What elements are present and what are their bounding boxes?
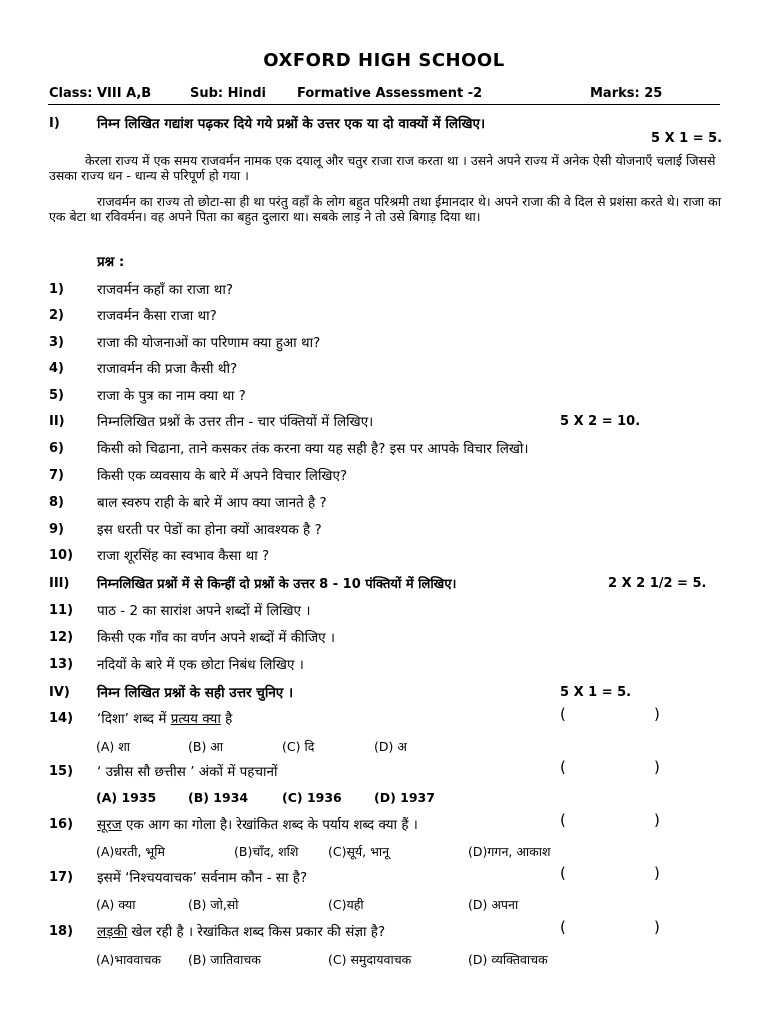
answer-bracket-open: ( [560,918,566,936]
question-text: इसमें ‘निश्चयवाचक’ सर्वनाम कौन - सा है? [97,870,308,886]
question-text-part: खेल रही है । रेखांकित शब्द किस प्रकार की संज्ञा है? [127,924,386,940]
question-text [97,709,232,727]
underlined-word: सूरज [97,817,122,833]
option: (C) 1936 [282,790,342,805]
question-number: 10) [49,548,74,563]
option: (A) 1935 [96,790,157,805]
question-number: 17) [49,870,74,885]
answer-bracket-open: ( [560,811,566,829]
passage-paragraph: राजवर्मन का राज्य तो छोटा-सा ही था परंतु वहाँ के लोग बहुत परिश्रमी तथा ईमानदार थे। अपने राजा की वे दिल से प्रशंसा करते थे। राजा का एक बेटा था रविवर्मन। वह अपने पिता का बहुत दुलारा था। सबके लाड़ ने तो उसे बिगाड़ दिया था। [49,194,721,224]
section-instruction: निम्न लिखित गद्यांश पढ़कर दिये गये प्रश्नों के उत्तर एक या दो वाक्यों में लिखिए। [97,116,486,132]
option: (D) 1937 [374,790,435,805]
question-number: 3) [49,335,64,350]
question-text: नदियों के बारे में एक छोटा निबंध लिखिए । [97,657,304,673]
question-number: 14) [49,711,74,726]
question-text: राजा के पुत्र का नाम क्या था ? [97,388,246,404]
section-marks: 5 X 2 = 10. [560,414,641,429]
question-text-part: एक आग का गोला है। रेखांकित शब्द के पर्याय शब्द क्या हैं । [121,817,418,833]
option: (C)यही [328,897,364,912]
option: (D) अ [374,739,407,754]
section-number: III) [49,576,70,591]
answer-bracket-close: ) [654,811,660,829]
question-number: 8) [49,495,64,510]
school-title: OXFORD HIGH SCHOOL [263,50,505,71]
assessment-label: Formative Assessment -2 [297,86,483,101]
question-number: 5) [49,388,64,403]
option: (B) जो,सो [188,897,239,912]
marks-label: Marks: 25 [590,86,663,101]
option: (D)गगन, आकाश [468,844,551,859]
section-marks: 5 X 1 = 5. [651,131,723,146]
question-text [97,815,418,833]
option: (B)चाँद, शशि [234,844,299,859]
option: (A)भाववाचक [96,952,162,967]
prashn-heading: प्रश्न : [97,254,125,270]
section-number: IV) [49,685,70,700]
question-number: 11) [49,603,74,618]
underlined-word: प्रत्यय क्या [170,711,221,727]
question-text: किसी को चिढाना, ताने कसकर तंक करना क्या यह सही है? इस पर आपके विचार लिखो। [97,441,529,457]
option: (B) 1934 [188,790,249,805]
question-text: ‘ उन्नीस सौ छत्तीस ’ अंकों में पहचानों [97,764,278,780]
option: (A) शा [96,739,131,754]
question-number: 13) [49,657,74,672]
option: (D) व्यक्तिवाचक [468,952,548,967]
class-label: Class: VIII A,B [49,86,152,101]
option: (A)धरती, भूमि [96,844,165,859]
option: (B) आ [188,739,224,754]
question-number: 6) [49,441,64,456]
option: (D) अपना [468,897,519,912]
question-text: राजवर्मन कहाँ का राजा था? [97,282,233,298]
option: (C) समुदायवाचक [328,952,412,967]
option: (B) जातिवाचक [188,952,261,967]
answer-bracket-close: ) [654,864,660,882]
section-marks: 5 X 1 = 5. [560,685,632,700]
question-text: राजा की योजनाओं का परिणाम क्या हुआ था? [97,335,321,351]
question-text-part: ‘दिशा’ शब्द में [97,711,171,727]
section-instruction: निम्नलिखित प्रश्नों में से किन्हीं दो प्रश्नों के उत्तर 8 - 10 पंक्तियों में लिखिए। [97,577,457,592]
option: (A) क्या [96,897,136,912]
header-divider [48,104,720,105]
question-text [97,922,385,940]
section-marks: 2 X 2 1/2 = 5. [608,576,707,591]
question-number: 16) [49,817,74,832]
answer-bracket-close: ) [654,758,660,776]
question-number: 15) [49,764,74,779]
section-instruction: निम्न लिखित प्रश्नों के सही उत्तर चुनिए । [97,685,294,701]
question-number: 4) [49,361,64,376]
question-text-part: है [220,711,233,727]
subject-label: Sub: Hindi [190,86,267,101]
question-number: 9) [49,522,64,537]
question-number: 2) [49,308,64,323]
section-number: II) [49,414,65,429]
question-text: राजावर्मन की प्रजा कैसी थी? [97,361,238,377]
answer-bracket-open: ( [560,864,566,882]
question-text: किसी एक गाँव का वर्णन अपने शब्दों में कीजिए । [97,630,336,646]
section-number: I) [49,116,60,131]
answer-bracket-close: ) [654,918,660,936]
answer-bracket-open: ( [560,705,566,723]
passage-paragraph: केरला राज्य में एक समय राजवर्मन नामक एक दयालू और चतुर राजा राज करता था । उसने अपने राज्य में अनेक ऐसी योजनाएँ चलाई जिससे उसका राज्य धन - धान्य से परिपूर्ण हो गया । [49,153,716,183]
question-text: राजवर्मन कैसा राजा था? [97,308,217,324]
question-number: 12) [49,630,74,645]
underlined-word: लड़की [97,924,128,940]
option: (C) दि [282,739,315,754]
option: (C)सूर्य, भानू [328,844,390,859]
question-number: 18) [49,924,74,939]
question-text: किसी एक व्यवसाय के बारे में अपने विचार लिखिए? [97,468,348,484]
question-text: राजा शूरसिंह का स्वभाव कैसा था ? [97,548,270,564]
question-number: 7) [49,468,64,483]
answer-bracket-close: ) [654,705,660,723]
question-number: 1) [49,282,64,297]
question-text: बाल स्वरुप राही के बारे में आप क्या जानते है ? [97,495,327,511]
question-text: पाठ - 2 का सारांश अपने शब्दों में लिखिए । [97,603,311,619]
answer-bracket-open: ( [560,758,566,776]
question-text: इस धरती पर पेडों का होना क्यों आवश्यक है ? [97,522,322,538]
section-instruction: निम्नलिखित प्रश्नों के उत्तर तीन - चार पंक्तियों में लिखिए। [97,414,374,430]
